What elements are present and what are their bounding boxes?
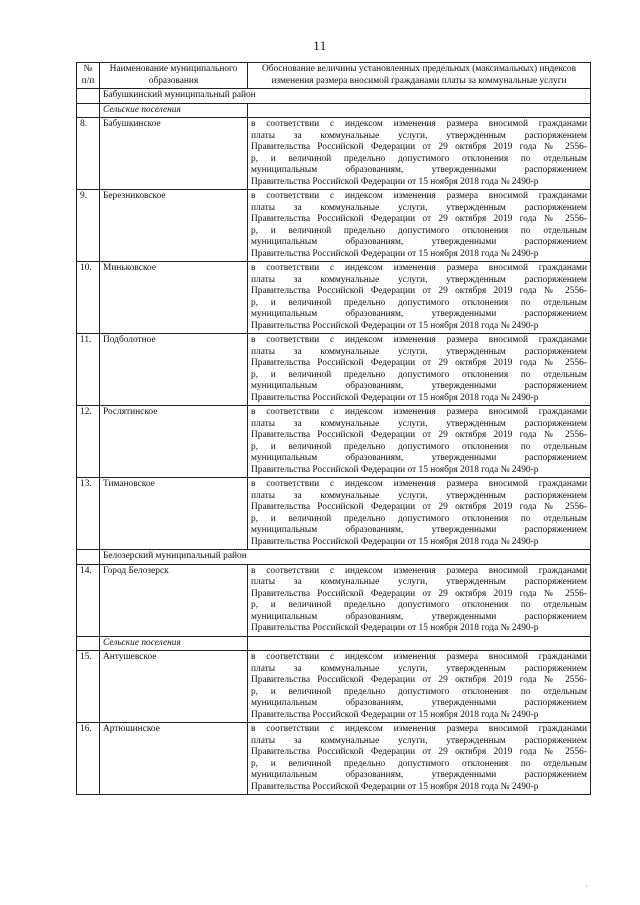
row-number: 14.: [77, 564, 100, 636]
justification-text: [248, 406, 591, 478]
justification-line: р, и величиной предельно допустимого отклонения по отдельным: [251, 513, 587, 524]
justification-line: платы за коммунальные услуги, утвержденным распоряжением: [251, 735, 587, 746]
section-basis-cell: [248, 636, 591, 651]
justification-line: платы за коммунальные услуги, утвержденным распоряжением: [251, 577, 587, 587]
justification-line: Правительства Российской Федерации от 15 ноября 2018 года № 2490-р: [251, 176, 539, 187]
justification-line: платы за коммунальные услуги, утвержденным распоряжением: [251, 490, 587, 501]
row-number: 12.: [77, 406, 100, 478]
table-row: [77, 651, 591, 723]
municipality-name: Город Белозерск: [100, 564, 248, 636]
district-title: Белозерский муниципальный район: [100, 550, 591, 565]
municipality-name: Рослятинское: [100, 406, 248, 478]
row-number: 11.: [77, 334, 100, 406]
row-number: 10.: [77, 262, 100, 334]
justification-line: муниципальным образованиям, утвержденными распоряжением: [251, 309, 587, 319]
justification-line: платы за коммунальные услуги, утвержденным распоряжением: [251, 663, 587, 674]
justification-line: платы за коммунальные услуги, утвержденным распоряжением: [251, 346, 587, 357]
justification-line: Правительства Российской Федерации от 15 ноября 2018 года № 2490-р: [251, 392, 539, 403]
row-number: 9.: [77, 190, 100, 262]
section-row: [77, 103, 591, 118]
section-num-cell: [77, 636, 100, 651]
justification-line: платы за коммунальные услуги, утвержденным распоряжением: [251, 274, 587, 285]
justification-text: [248, 334, 591, 406]
table-row: [77, 262, 591, 334]
municipality-name: Артюшинское: [100, 723, 248, 795]
section-basis-cell: [248, 103, 591, 118]
justification-line: в соответствии с индексом изменения размера вносимой гражданами: [251, 724, 587, 734]
header-name: Наименование муниципального образования: [100, 63, 248, 89]
justification-line: Правительства Российской Федерации от 15 ноября 2018 года № 2490-р: [251, 464, 539, 475]
justification-line: платы за коммунальные услуги, утвержденным распоряжением: [251, 130, 587, 141]
justification-line: р, и величиной предельно допустимого отклонения по отдельным: [251, 225, 587, 236]
justification-line: муниципальным образованиям, утвержденными распоряжением: [251, 237, 587, 247]
justification-line: в соответствии с индексом изменения размера вносимой гражданами: [251, 119, 587, 129]
municipality-name: Березниковское: [100, 190, 248, 262]
justification-line: в соответствии с индексом изменения размера вносимой гражданами: [251, 335, 587, 345]
justification-line: Правительства Российской Федерации от 29 октября 2019 года № 2556-: [251, 588, 587, 599]
row-number: 16.: [77, 723, 100, 795]
justification-line: Правительства Российской Федерации от 29 октября 2019 года № 2556-: [251, 430, 587, 440]
table-row: [77, 564, 591, 636]
district-num-cell: [77, 89, 100, 104]
justification-line: муниципальным образованиям, утвержденными распоряжением: [251, 770, 587, 780]
section-num-cell: [77, 103, 100, 118]
justification-line: Правительства Российской Федерации от 15 ноября 2018 года № 2490-р: [251, 781, 539, 792]
municipality-name: Бабушкинское: [100, 118, 248, 190]
justification-line: платы за коммунальные услуги, утвержденным распоряжением: [251, 418, 587, 429]
justification-text: [248, 478, 591, 550]
section-title: Сельские поселения: [100, 103, 248, 118]
district-title: Бабушкинский муниципальный район: [100, 89, 591, 104]
indices-table: [76, 62, 591, 795]
justification-line: Правительства Российской Федерации от 29 октября 2019 года № 2556-: [251, 747, 587, 757]
justification-line: Правительства Российской Федерации от 29 октября 2019 года № 2556-: [251, 286, 587, 296]
justification-line: Правительства Российской Федерации от 15 ноября 2018 года № 2490-р: [251, 623, 539, 633]
district-num-cell: [77, 550, 100, 565]
header-basis: Обоснование величины установленных предельных (максимальных) индексов изменения размера вносимой гражданами платы за коммунальные услуги: [248, 63, 591, 89]
justification-line: муниципальным образованиям, утвержденными распоряжением: [251, 381, 587, 391]
table-row: [77, 478, 591, 550]
justification-text: [248, 118, 591, 190]
district-row: [77, 89, 591, 104]
justification-line: р, и величиной предельно допустимого отклонения по отдельным: [251, 153, 587, 164]
justification-line: муниципальным образованиям, утвержденными распоряжением: [251, 165, 587, 175]
row-number: 13.: [77, 478, 100, 550]
justification-line: р, и величиной предельно допустимого отклонения по отдельным: [251, 686, 587, 697]
justification-line: платы за коммунальные услуги, утвержденным распоряжением: [251, 202, 587, 213]
municipality-name: Антушевское: [100, 651, 248, 723]
table-row: [77, 190, 591, 262]
table-body: [77, 89, 591, 795]
table-header-row: [77, 63, 591, 89]
justification-line: р, и величиной предельно допустимого отклонения по отдельным: [251, 297, 587, 308]
justification-line: в соответствии с индексом изменения размера вносимой гражданами: [251, 407, 587, 417]
justification-line: в соответствии с индексом изменения размера вносимой гражданами: [251, 479, 587, 489]
justification-line: в соответствии с индексом изменения размера вносимой гражданами: [251, 191, 587, 201]
justification-line: в соответствии с индексом изменения размера вносимой гражданами: [251, 263, 587, 273]
row-number: 15.: [77, 651, 100, 723]
section-row: [77, 636, 591, 651]
justification-line: Правительства Российской Федерации от 29 октября 2019 года № 2556-: [251, 142, 587, 152]
justification-line: р, и величиной предельно допустимого отклонения по отдельным: [251, 600, 587, 610]
justification-text: [248, 564, 591, 636]
justification-line: Правительства Российской Федерации от 15 ноября 2018 года № 2490-р: [251, 320, 539, 331]
municipality-name: Тимановское: [100, 478, 248, 550]
row-number: 8.: [77, 118, 100, 190]
justification-line: Правительства Российской Федерации от 29 октября 2019 года № 2556-: [251, 214, 587, 224]
justification-text: [248, 651, 591, 723]
section-title: Сельские поселения: [100, 636, 248, 651]
table-row: [77, 406, 591, 478]
justification-line: Правительства Российской Федерации от 29 октября 2019 года № 2556-: [251, 502, 587, 512]
justification-line: р, и величиной предельно допустимого отклонения по отдельным: [251, 369, 587, 380]
justification-line: Правительства Российской Федерации от 15 ноября 2018 года № 2490-р: [251, 536, 539, 547]
district-row: [77, 550, 591, 565]
justification-line: Правительства Российской Федерации от 29 октября 2019 года № 2556-: [251, 358, 587, 368]
justification-text: [248, 723, 591, 795]
municipality-name: Подболотное: [100, 334, 248, 406]
table-row: [77, 118, 591, 190]
justification-line: муниципальным образованиям, утвержденными распоряжением: [251, 453, 587, 463]
justification-line: муниципальным образованиям, утвержденными распоряжением: [251, 698, 587, 708]
justification-line: Правительства Российской Федерации от 15 ноября 2018 года № 2490-р: [251, 248, 539, 259]
table-row: [77, 334, 591, 406]
page-number: 11: [313, 38, 327, 53]
justification-text: [248, 262, 591, 334]
justification-line: в соответствии с индексом изменения размера вносимой гражданами: [251, 565, 587, 576]
justification-line: муниципальным образованиям, утвержденными распоряжением: [251, 611, 587, 622]
justification-line: Правительства Российской Федерации от 15 ноября 2018 года № 2490-р: [251, 709, 539, 720]
scan-mark: ·: [585, 882, 588, 891]
justification-text: [248, 190, 591, 262]
justification-line: Правительства Российской Федерации от 29 октября 2019 года № 2556-: [251, 675, 587, 685]
table-row: [77, 723, 591, 795]
municipality-name: Миньковское: [100, 262, 248, 334]
justification-line: р, и величиной предельно допустимого отклонения по отдельным: [251, 758, 587, 769]
justification-line: муниципальным образованиям, утвержденными распоряжением: [251, 525, 587, 535]
header-num: № п/п: [77, 63, 100, 89]
justification-line: в соответствии с индексом изменения размера вносимой гражданами: [251, 652, 587, 662]
justification-line: р, и величиной предельно допустимого отклонения по отдельным: [251, 441, 587, 452]
